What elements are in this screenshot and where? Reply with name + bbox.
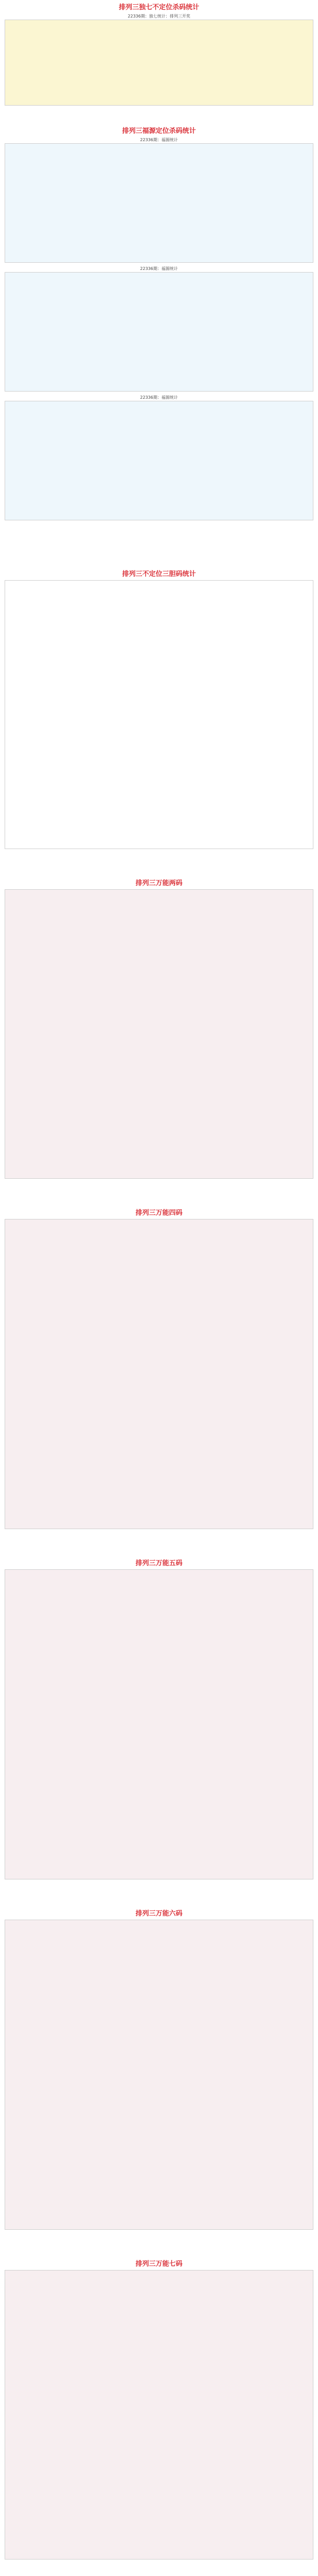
section-2-table-a <box>5 143 313 263</box>
section-2-table-c <box>5 401 313 520</box>
section-3-title: 排列三不定位三胆码统计 <box>122 570 196 578</box>
section-8-table <box>5 2270 313 2560</box>
section-5 <box>5 1208 313 1537</box>
section-2 <box>5 126 313 548</box>
page <box>0 2 318 2568</box>
section-2-sub-c: 22336期：福源统计 <box>140 395 178 400</box>
section-5-table <box>5 1219 313 1529</box>
section-1-subtitle: 22336期：独七统计：排列三开奖 <box>128 14 190 19</box>
section-3-table <box>5 580 313 849</box>
section-2-sub-a: 22336期：福源统计 <box>140 138 178 142</box>
section-4-title: 排列三万能两码 <box>135 879 183 887</box>
section-1-title: 排列三独七不定位杀码统计 <box>118 4 199 11</box>
section-1 <box>5 2 313 105</box>
section-8 <box>5 2259 313 2568</box>
section-8-title: 排列三万能七码 <box>135 2260 183 2268</box>
section-6-table <box>5 1569 313 1879</box>
section-2-sub-b: 22336期：福源统计 <box>140 266 178 271</box>
section-3 <box>5 569 313 857</box>
section-5-title: 排列三万能四码 <box>135 1209 183 1217</box>
section-7-title: 排列三万能六码 <box>135 1910 183 1918</box>
section-2-title: 排列三福源定位杀码统计 <box>122 127 196 135</box>
section-6 <box>5 1558 313 1888</box>
section-7 <box>5 1908 313 2238</box>
section-2-table-b <box>5 272 313 392</box>
section-6-title: 排列三万能五码 <box>135 1560 183 1567</box>
section-7-table <box>5 1920 313 2230</box>
section-4 <box>5 878 313 1187</box>
section-1-table <box>5 20 313 106</box>
section-4-table <box>5 889 313 1179</box>
